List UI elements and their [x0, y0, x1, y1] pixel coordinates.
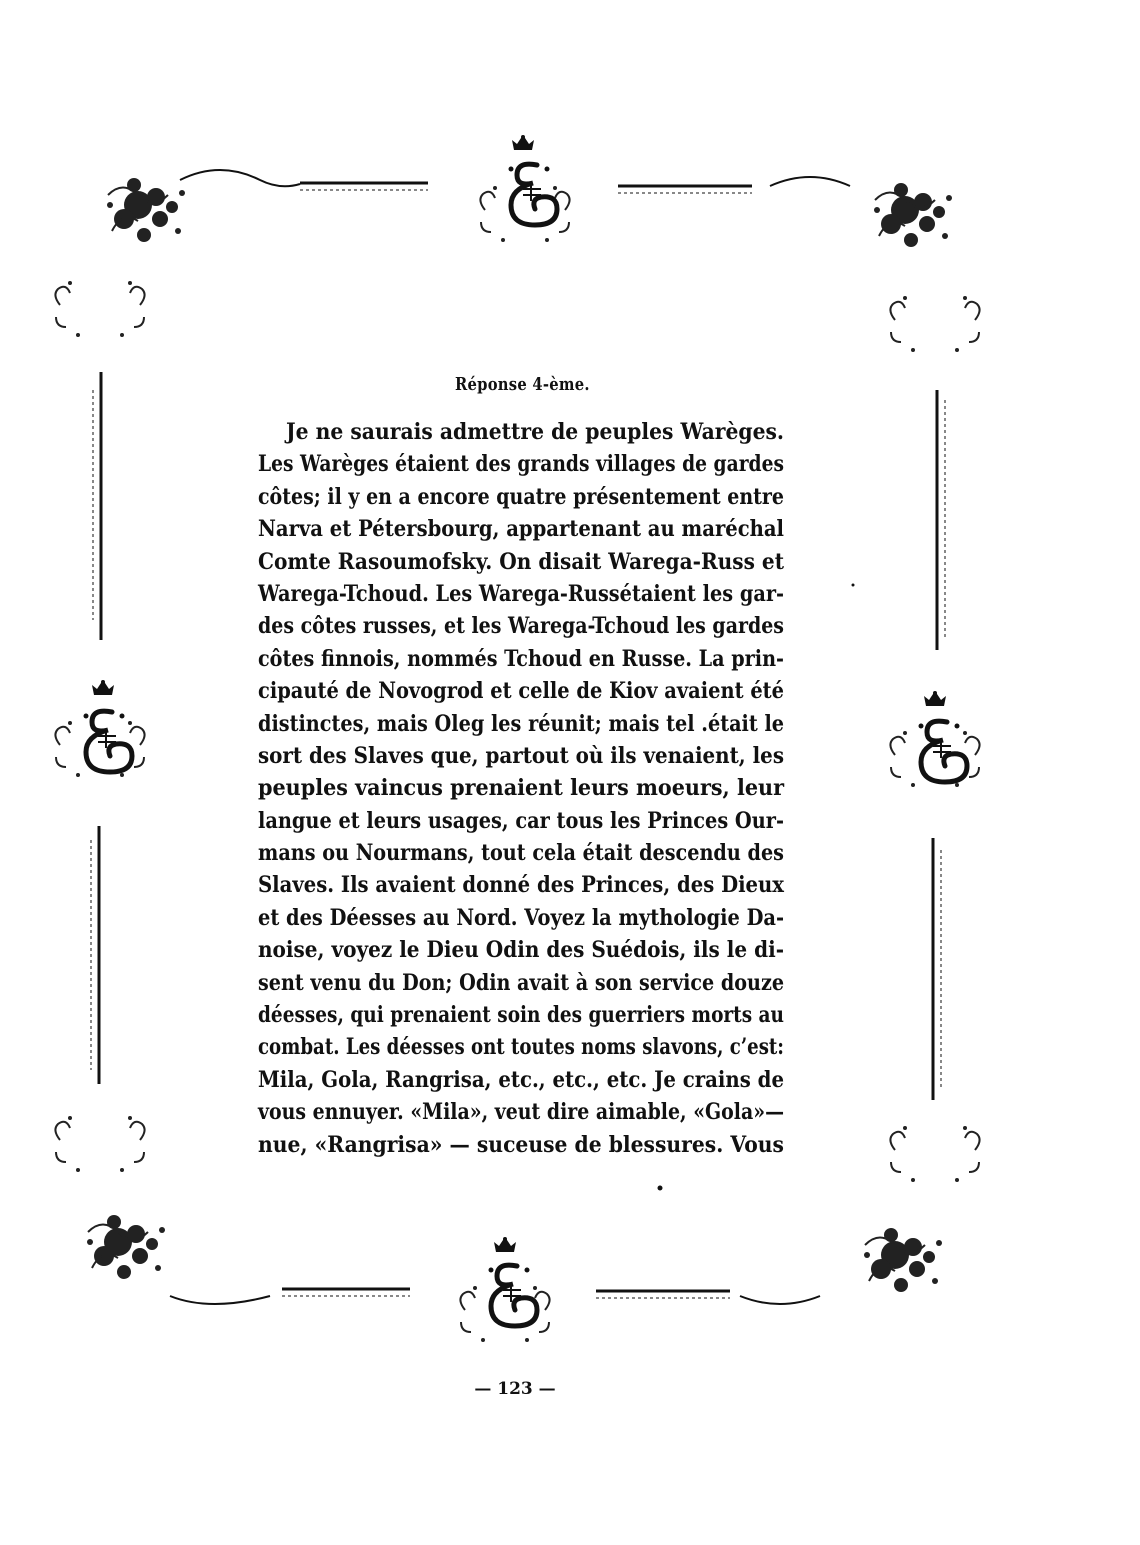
monogram-e-icon: [489, 1265, 538, 1326]
text-line-content: mans ou Nourmans, tout cela était descendu des: [258, 840, 784, 867]
text-line: [258, 578, 784, 610]
text-line: [258, 1064, 784, 1096]
text-line: [258, 999, 784, 1031]
text-line-content: Narva et Pétersbourg, appartenant au maréchal: [258, 516, 784, 543]
text-line-content: nue, «Rangrisa» — suceuse de blessures. Vous: [258, 1131, 784, 1158]
floral-corner-icon: [87, 1215, 165, 1279]
text-line-content: des côtes russes, et les Warega-Tchoud les gardes: [258, 613, 784, 640]
floral-corner-icon: [874, 183, 952, 247]
text-line: [258, 967, 784, 999]
text-line: [258, 1096, 784, 1128]
text-line: [258, 546, 784, 578]
section-heading: Réponse 4-ème.: [455, 374, 590, 395]
monogram-left: [55, 680, 144, 777]
page-number: — 123 —: [474, 1379, 556, 1399]
text-line-content: distinctes, mais Oleg les réunit; mais tel .était le: [258, 710, 784, 737]
text-line-content: Comte Rasoumofsky. On disait Warega-Russ et: [258, 548, 784, 575]
scroll-ornament-icon: [55, 281, 144, 337]
text-line-content: sort des Slaves que, partout où ils venaient, les: [258, 742, 784, 769]
body-text: [258, 416, 784, 1161]
text-line-content: déesses, qui prenaient soin des guerriers morts au: [258, 1002, 784, 1029]
text-line: [258, 1129, 784, 1161]
floral-corner-icon: [107, 178, 185, 242]
monogram-bottom: [460, 1237, 549, 1342]
text-line: [258, 934, 784, 966]
text-line: [258, 902, 784, 934]
monogram-e-icon: [919, 721, 968, 782]
monogram-top: [480, 135, 569, 242]
scroll-ornament-icon: [55, 1116, 144, 1172]
text-line-content: peuples vaincus prenaient leurs moeurs, leur: [258, 775, 784, 802]
text-line: [258, 805, 784, 837]
text-line: [258, 448, 784, 480]
text-line-content: noise, voyez le Dieu Odin des Suédois, ils le di-: [258, 937, 784, 964]
text-line: [258, 610, 784, 642]
text-line: [258, 708, 784, 740]
text-line: [258, 643, 784, 675]
text-line-content: sent venu du Don; Odin avait à son service douze: [258, 969, 784, 996]
floral-corner-icon: [864, 1228, 942, 1292]
text-line-content: Warega-Tchoud. Les Warega-Russétaient les gar-: [258, 580, 784, 607]
crown-icon: [494, 1237, 516, 1252]
text-line-content: Je ne saurais admettre de peuples Warèges.: [286, 419, 784, 445]
text-line: [258, 416, 784, 448]
monogram-right: [890, 691, 979, 787]
text-line-content: côtes; il y en a encore quatre présentement entre: [258, 483, 784, 510]
text-line: [258, 837, 784, 869]
text-line: [258, 481, 784, 513]
text-line: [258, 675, 784, 707]
text-line-content: langue et leurs usages, car tous les Princes Our-: [258, 807, 784, 834]
crown-icon: [512, 135, 534, 150]
text-line: [258, 740, 784, 772]
text-line: [258, 772, 784, 804]
monogram-e-icon: [84, 711, 133, 772]
text-line-content: vous ennuyer. «Mila», veut dire aimable, «Gola»—: [258, 1099, 784, 1126]
text-line-content: combat. Les déesses ont toutes noms slavons, c’est:: [258, 1034, 784, 1061]
text-line-content: côtes finnois, nommés Tchoud en Russe. La prin-: [258, 645, 784, 672]
text-line-content: Mila, Gola, Rangrisa, etc., etc., etc. Je crains de: [258, 1066, 784, 1093]
crown-icon: [92, 680, 114, 695]
text-line-content: cipauté de Novogrod et celle de Kiov avaient été: [258, 678, 784, 705]
monogram-e-icon: [509, 164, 558, 225]
scroll-ornament-icon: [890, 296, 979, 352]
scroll-ornament-icon: [890, 1126, 979, 1182]
text-line-content: Slaves. Ils avaient donné des Princes, des Dieux: [258, 872, 784, 899]
crown-icon: [924, 691, 946, 706]
text-line-content: Les Warèges étaient des grands villages de gardes: [258, 451, 784, 478]
text-line: [258, 1031, 784, 1063]
text-line: [258, 869, 784, 901]
text-line-content: et des Déesses au Nord. Voyez la mythologie Da-: [258, 904, 784, 931]
text-line: [258, 513, 784, 545]
